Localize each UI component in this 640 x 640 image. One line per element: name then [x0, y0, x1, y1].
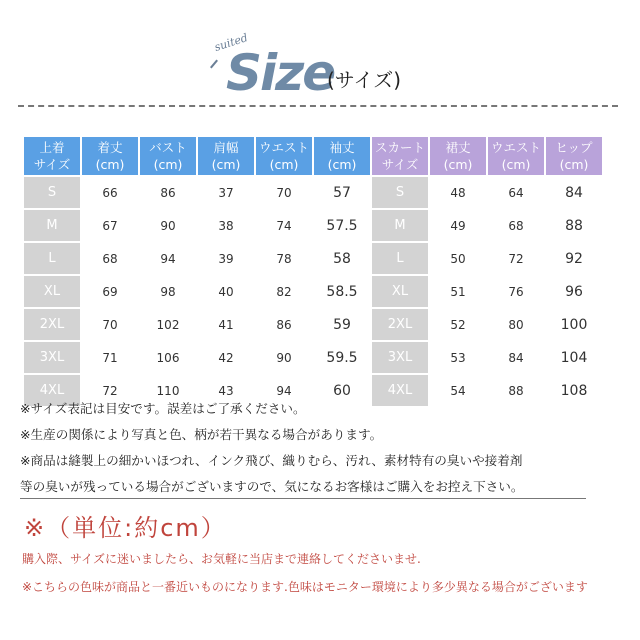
cell-size: 3XL — [24, 342, 80, 373]
cell-size: L — [24, 243, 80, 274]
contact-note: 購入際、サイズに迷いましたら、お気軽に当店まで連絡してくださいませ. — [22, 552, 421, 566]
cell-sleeve: 58.5 — [314, 276, 370, 307]
cell-length: 72 — [82, 375, 138, 406]
cell-skirt-length: 48 — [430, 177, 486, 208]
cell-hip: 108 — [546, 375, 602, 406]
header-sleeve: 袖丈 (cm) — [314, 137, 370, 175]
notes-block — [20, 398, 620, 499]
cell-skirt-size: 3XL — [372, 342, 428, 373]
cell-skirt-length: 52 — [430, 309, 486, 340]
cell-hip: 100 — [546, 309, 602, 340]
cell-bust: 98 — [140, 276, 196, 307]
size-subtitle: (サイズ) — [327, 68, 402, 92]
header-skirt-size: スカート サイズ — [372, 137, 428, 175]
cell-hip: 92 — [546, 243, 602, 274]
cell-waist: 74 — [256, 210, 312, 241]
cell-skirt-waist: 68 — [488, 210, 544, 241]
header-waist: ウエスト (cm) — [256, 137, 312, 175]
cell-bust: 90 — [140, 210, 196, 241]
cell-hip: 84 — [546, 177, 602, 208]
page-header — [0, 0, 640, 110]
cell-waist: 94 — [256, 375, 312, 406]
cell-skirt-length: 53 — [430, 342, 486, 373]
table-row — [24, 276, 602, 307]
table-row — [24, 309, 602, 340]
cell-waist: 90 — [256, 342, 312, 373]
table-row — [24, 342, 602, 373]
cell-length: 71 — [82, 342, 138, 373]
cell-length: 70 — [82, 309, 138, 340]
cell-shoulder: 37 — [198, 177, 254, 208]
cell-bust: 94 — [140, 243, 196, 274]
cell-sleeve: 57.5 — [314, 210, 370, 241]
cell-shoulder: 38 — [198, 210, 254, 241]
cell-waist: 70 — [256, 177, 312, 208]
table-row — [24, 177, 602, 208]
cell-skirt-waist: 76 — [488, 276, 544, 307]
cell-length: 68 — [82, 243, 138, 274]
table-row — [24, 210, 602, 241]
cell-skirt-length: 51 — [430, 276, 486, 307]
cell-shoulder: 43 — [198, 375, 254, 406]
cell-sleeve: 58 — [314, 243, 370, 274]
cell-size: S — [24, 177, 80, 208]
cell-sleeve: 60 — [314, 375, 370, 406]
cell-skirt-size: 4XL — [372, 375, 428, 406]
cell-bust: 110 — [140, 375, 196, 406]
note-line: ※サイズ表記は目安です。誤差はご了承ください。 — [20, 401, 306, 416]
cell-size: XL — [24, 276, 80, 307]
header-length: 着丈 (cm) — [82, 137, 138, 175]
cell-skirt-waist: 64 — [488, 177, 544, 208]
cell-shoulder: 42 — [198, 342, 254, 373]
cell-skirt-waist: 84 — [488, 342, 544, 373]
cell-skirt-size: S — [372, 177, 428, 208]
header-skirt-length: 裙丈 (cm) — [430, 137, 486, 175]
note-line: 等の臭いが残っている場合がございますので、気になるお客様はご購入をお控え下さい。 — [20, 476, 586, 499]
cell-skirt-size: XL — [372, 276, 428, 307]
cell-shoulder: 41 — [198, 309, 254, 340]
header-hip: ヒップ (cm) — [546, 137, 602, 175]
header-skirt-waist: ウエスト (cm) — [488, 137, 544, 175]
cell-bust: 102 — [140, 309, 196, 340]
cell-sleeve: 57 — [314, 177, 370, 208]
dashed-divider — [18, 105, 618, 107]
cell-skirt-length: 50 — [430, 243, 486, 274]
cell-size: 2XL — [24, 309, 80, 340]
cell-skirt-length: 49 — [430, 210, 486, 241]
cell-sleeve: 59 — [314, 309, 370, 340]
cell-bust: 106 — [140, 342, 196, 373]
cell-skirt-size: L — [372, 243, 428, 274]
cell-skirt-size: M — [372, 210, 428, 241]
note-line: ※生産の関係により写真と色、柄が若干異なる場合があります。 — [20, 427, 383, 442]
cell-size: 4XL — [24, 375, 80, 406]
cell-shoulder: 40 — [198, 276, 254, 307]
cell-sleeve: 59.5 — [314, 342, 370, 373]
cell-skirt-waist: 80 — [488, 309, 544, 340]
suited-script: suited — [212, 31, 250, 54]
cell-skirt-size: 2XL — [372, 309, 428, 340]
unit-note: ※（単位:約cm） — [24, 514, 227, 542]
cell-skirt-waist: 88 — [488, 375, 544, 406]
cell-length: 69 — [82, 276, 138, 307]
size-table — [22, 135, 604, 408]
color-note: ※こちらの色味が商品と一番近いものになります.色味はモニター環境により多少異なる場合がございます — [22, 580, 588, 594]
cell-hip: 96 — [546, 276, 602, 307]
note-line: ※商品は縫製上の細かいほつれ、インク飛び、織りむら、汚れ、素材特有の臭いや接着剤 — [20, 453, 523, 468]
table-header-row — [24, 137, 602, 175]
cell-length: 66 — [82, 177, 138, 208]
header-shoulder: 肩幅 (cm) — [198, 137, 254, 175]
cell-skirt-length: 54 — [430, 375, 486, 406]
cell-waist: 82 — [256, 276, 312, 307]
cell-waist: 78 — [256, 243, 312, 274]
cell-waist: 86 — [256, 309, 312, 340]
header-bust: バスト (cm) — [140, 137, 196, 175]
size-title: Size — [226, 44, 335, 102]
decor-stroke — [210, 60, 218, 69]
table-row — [24, 243, 602, 274]
cell-hip: 104 — [546, 342, 602, 373]
header-top-size: 上着 サイズ — [24, 137, 80, 175]
cell-shoulder: 39 — [198, 243, 254, 274]
cell-bust: 86 — [140, 177, 196, 208]
cell-size: M — [24, 210, 80, 241]
cell-length: 67 — [82, 210, 138, 241]
cell-hip: 88 — [546, 210, 602, 241]
cell-skirt-waist: 72 — [488, 243, 544, 274]
